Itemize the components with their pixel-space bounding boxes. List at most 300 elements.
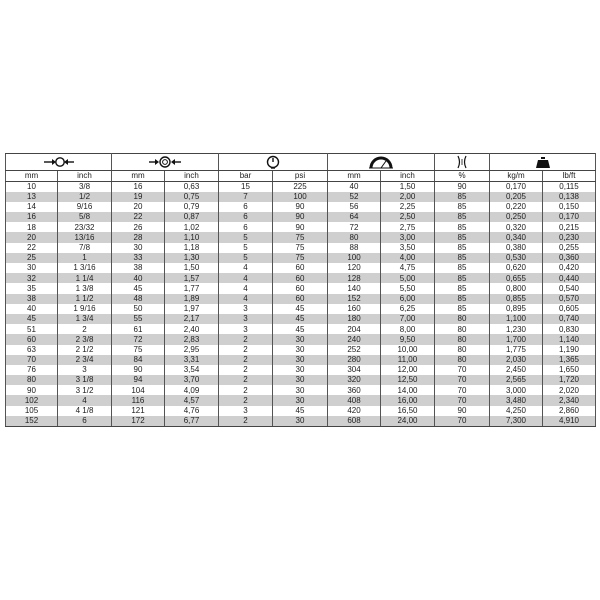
vacuum-icon: [435, 154, 490, 171]
table-cell: 0,830: [543, 324, 596, 334]
table-cell: 11,00: [381, 355, 435, 365]
table-cell: 13/16: [58, 232, 112, 242]
table-cell: 40: [328, 182, 381, 192]
table-cell: 94: [112, 375, 165, 385]
table-cell: 3,480: [490, 395, 543, 405]
table-cell: 116: [112, 395, 165, 405]
table-cell: 8,00: [381, 324, 435, 334]
table-cell: 1 9/16: [58, 304, 112, 314]
table-cell: 70: [435, 365, 490, 375]
table-row: [6, 253, 596, 263]
table-cell: 2 1/2: [58, 345, 112, 355]
table-cell: 0,255: [543, 243, 596, 253]
table-cell: 9,50: [381, 334, 435, 344]
table-row: [6, 385, 596, 395]
table-cell: 30: [273, 416, 328, 426]
table-cell: 2: [219, 375, 273, 385]
table-cell: 85: [435, 304, 490, 314]
table-row: [6, 395, 596, 405]
table-cell: 0,530: [490, 253, 543, 263]
table-cell: 3,000: [490, 385, 543, 395]
column-header: mm: [112, 171, 165, 182]
table-cell: 128: [328, 273, 381, 283]
table-row: [6, 232, 596, 242]
table-cell: 5: [219, 232, 273, 242]
table-cell: 3,31: [165, 355, 219, 365]
bend-radius-icon: [328, 154, 435, 171]
table-cell: 6: [219, 212, 273, 222]
table-cell: 0,605: [543, 304, 596, 314]
column-header: inch: [381, 171, 435, 182]
table-row: [6, 314, 596, 324]
table-cell: 3: [219, 314, 273, 324]
table-cell: 85: [435, 232, 490, 242]
table-row: [6, 202, 596, 212]
table-cell: 1,190: [543, 345, 596, 355]
table-cell: 1,97: [165, 304, 219, 314]
table-cell: 75: [273, 243, 328, 253]
table-cell: 1,30: [165, 253, 219, 263]
table-cell: 48: [112, 294, 165, 304]
table-cell: 3,00: [381, 232, 435, 242]
table-cell: 85: [435, 212, 490, 222]
table-cell: 4,75: [381, 263, 435, 273]
table-cell: 16,50: [381, 406, 435, 416]
table-row: [6, 375, 596, 385]
table-cell: 55: [112, 314, 165, 324]
table-cell: 60: [273, 294, 328, 304]
table-cell: 70: [435, 416, 490, 426]
table-row: [6, 192, 596, 202]
table-cell: 75: [273, 232, 328, 242]
table-cell: 1,50: [165, 263, 219, 273]
table-cell: 2: [219, 395, 273, 405]
table-cell: 2,40: [165, 324, 219, 334]
table-body: [6, 182, 596, 427]
table-cell: 0,800: [490, 283, 543, 293]
table-cell: 70: [435, 375, 490, 385]
table-cell: 2,565: [490, 375, 543, 385]
table-cell: 252: [328, 345, 381, 355]
column-header: mm: [328, 171, 381, 182]
table-cell: 3: [219, 304, 273, 314]
weight-icon: [490, 154, 596, 171]
table-row: [6, 345, 596, 355]
table-cell: 45: [112, 283, 165, 293]
icon-header-row: [6, 154, 596, 171]
hose-spec-table: [5, 153, 596, 427]
table-cell: 61: [112, 324, 165, 334]
table-cell: 5: [219, 243, 273, 253]
table-cell: 0,570: [543, 294, 596, 304]
table-cell: 26: [112, 222, 165, 232]
table-cell: 2,83: [165, 334, 219, 344]
table-row: [6, 243, 596, 253]
column-header: inch: [165, 171, 219, 182]
spec-table-container: [5, 153, 595, 427]
table-cell: 45: [273, 324, 328, 334]
table-cell: 6: [219, 202, 273, 212]
table-cell: 70: [435, 395, 490, 405]
column-header: mm: [6, 171, 58, 182]
table-cell: 408: [328, 395, 381, 405]
table-cell: 2,25: [381, 202, 435, 212]
table-cell: 70: [6, 355, 58, 365]
table-cell: 2,450: [490, 365, 543, 375]
table-cell: 4,57: [165, 395, 219, 405]
table-cell: 60: [6, 334, 58, 344]
table-cell: 80: [328, 232, 381, 242]
table-cell: 10: [6, 182, 58, 192]
table-cell: 3 1/2: [58, 385, 112, 395]
table-cell: 90: [6, 385, 58, 395]
table-cell: 20: [6, 232, 58, 242]
table-cell: 1,230: [490, 324, 543, 334]
table-cell: 102: [6, 395, 58, 405]
table-cell: 85: [435, 222, 490, 232]
table-cell: 70: [435, 385, 490, 395]
table-cell: 120: [328, 263, 381, 273]
table-cell: 0,75: [165, 192, 219, 202]
table-cell: 2,17: [165, 314, 219, 324]
table-cell: 0,340: [490, 232, 543, 242]
table-cell: 16: [112, 182, 165, 192]
table-cell: 0,655: [490, 273, 543, 283]
table-cell: 1 3/16: [58, 263, 112, 273]
table-cell: 4: [219, 273, 273, 283]
table-cell: 3,70: [165, 375, 219, 385]
table-cell: 51: [6, 324, 58, 334]
table-cell: 80: [6, 375, 58, 385]
table-cell: 2: [219, 385, 273, 395]
table-cell: 1,700: [490, 334, 543, 344]
table-cell: 2 3/8: [58, 334, 112, 344]
table-cell: 3,50: [381, 243, 435, 253]
table-cell: 14,00: [381, 385, 435, 395]
table-cell: 2,030: [490, 355, 543, 365]
table-cell: 0,220: [490, 202, 543, 212]
table-cell: 3,54: [165, 365, 219, 375]
column-header: inch: [58, 171, 112, 182]
table-cell: 75: [273, 253, 328, 263]
table-cell: 90: [112, 365, 165, 375]
table-cell: 0,620: [490, 263, 543, 273]
table-cell: 240: [328, 334, 381, 344]
table-cell: 4: [219, 263, 273, 273]
table-cell: 152: [6, 416, 58, 426]
table-cell: 420: [328, 406, 381, 416]
table-cell: 63: [6, 345, 58, 355]
table-cell: 60: [273, 283, 328, 293]
table-cell: 6: [219, 222, 273, 232]
table-cell: 0,250: [490, 212, 543, 222]
table-cell: 56: [328, 202, 381, 212]
table-cell: 52: [328, 192, 381, 202]
column-header: bar: [219, 171, 273, 182]
table-cell: 45: [6, 314, 58, 324]
table-cell: 60: [273, 263, 328, 273]
table-cell: 0,170: [490, 182, 543, 192]
table-cell: 1,720: [543, 375, 596, 385]
table-cell: 84: [112, 355, 165, 365]
table-cell: 7,00: [381, 314, 435, 324]
table-cell: 1,02: [165, 222, 219, 232]
table-cell: 1,140: [543, 334, 596, 344]
table-cell: 30: [273, 395, 328, 405]
table-cell: 90: [273, 222, 328, 232]
table-cell: 2: [219, 334, 273, 344]
table-cell: 85: [435, 294, 490, 304]
inner-diameter-icon: [6, 154, 112, 171]
table-cell: 5/8: [58, 212, 112, 222]
table-cell: 4: [58, 395, 112, 405]
table-cell: 40: [6, 304, 58, 314]
table-row: [6, 222, 596, 232]
table-cell: 2,340: [543, 395, 596, 405]
table-cell: 38: [112, 263, 165, 273]
table-cell: 1,650: [543, 365, 596, 375]
table-cell: 38: [6, 294, 58, 304]
table-cell: 85: [435, 273, 490, 283]
table-cell: 225: [273, 182, 328, 192]
table-cell: 1,775: [490, 345, 543, 355]
table-cell: 204: [328, 324, 381, 334]
table-cell: 4,910: [543, 416, 596, 426]
table-cell: 1 1/4: [58, 273, 112, 283]
table-row: [6, 182, 596, 192]
table-cell: 4 1/8: [58, 406, 112, 416]
table-row: [6, 355, 596, 365]
table-cell: 35: [6, 283, 58, 293]
table-cell: 0,230: [543, 232, 596, 242]
table-cell: 30: [273, 385, 328, 395]
table-cell: 22: [112, 212, 165, 222]
table-cell: 105: [6, 406, 58, 416]
table-cell: 3: [58, 365, 112, 375]
table-cell: 30: [273, 345, 328, 355]
table-cell: 4,76: [165, 406, 219, 416]
table-cell: 280: [328, 355, 381, 365]
table-cell: 10,00: [381, 345, 435, 355]
table-cell: 19: [112, 192, 165, 202]
table-cell: 140: [328, 283, 381, 293]
table-cell: 1 1/2: [58, 294, 112, 304]
table-cell: 9/16: [58, 202, 112, 212]
table-cell: 1,57: [165, 273, 219, 283]
table-cell: 3: [219, 324, 273, 334]
table-cell: 100: [328, 253, 381, 263]
table-cell: 3 1/8: [58, 375, 112, 385]
table-cell: 72: [112, 334, 165, 344]
table-cell: 5,00: [381, 273, 435, 283]
table-cell: 1,100: [490, 314, 543, 324]
table-cell: 0,360: [543, 253, 596, 263]
table-cell: 24,00: [381, 416, 435, 426]
table-row: [6, 212, 596, 222]
table-cell: 85: [435, 283, 490, 293]
table-row: [6, 324, 596, 334]
pressure-gauge-icon: [219, 154, 328, 171]
table-cell: 1 3/4: [58, 314, 112, 324]
table-cell: 608: [328, 416, 381, 426]
column-header: %: [435, 171, 490, 182]
table-cell: 0,440: [543, 273, 596, 283]
table-cell: 100: [273, 192, 328, 202]
table-cell: 1/2: [58, 192, 112, 202]
table-cell: 0,79: [165, 202, 219, 212]
table-row: [6, 406, 596, 416]
table-cell: 12,50: [381, 375, 435, 385]
table-cell: 304: [328, 365, 381, 375]
table-cell: 30: [112, 243, 165, 253]
table-cell: 33: [112, 253, 165, 263]
table-cell: 90: [273, 202, 328, 212]
table-cell: 3: [219, 406, 273, 416]
table-cell: 4,250: [490, 406, 543, 416]
table-cell: 16,00: [381, 395, 435, 405]
table-cell: 25: [6, 253, 58, 263]
table-row: [6, 416, 596, 426]
table-cell: 90: [273, 212, 328, 222]
table-row: [6, 263, 596, 273]
table-cell: 6: [58, 416, 112, 426]
table-cell: 28: [112, 232, 165, 242]
table-cell: 172: [112, 416, 165, 426]
table-cell: 88: [328, 243, 381, 253]
table-cell: 76: [6, 365, 58, 375]
table-cell: 30: [273, 365, 328, 375]
table-cell: 0,320: [490, 222, 543, 232]
table-cell: 80: [435, 314, 490, 324]
table-cell: 1,18: [165, 243, 219, 253]
table-cell: 14: [6, 202, 58, 212]
table-cell: 1,10: [165, 232, 219, 242]
table-cell: 0,895: [490, 304, 543, 314]
table-cell: 6,00: [381, 294, 435, 304]
table-cell: 45: [273, 304, 328, 314]
table-cell: 30: [273, 334, 328, 344]
table-cell: 12,00: [381, 365, 435, 375]
table-cell: 80: [435, 355, 490, 365]
table-cell: 2: [58, 324, 112, 334]
table-cell: 0,87: [165, 212, 219, 222]
table-cell: 7: [219, 192, 273, 202]
table-cell: 85: [435, 202, 490, 212]
outer-diameter-icon: [112, 154, 219, 171]
table-cell: 0,115: [543, 182, 596, 192]
table-cell: 0,855: [490, 294, 543, 304]
table-cell: 1 3/8: [58, 283, 112, 293]
table-row: [6, 304, 596, 314]
table-row: [6, 334, 596, 344]
table-cell: 2,860: [543, 406, 596, 416]
table-cell: 64: [328, 212, 381, 222]
table-cell: 40: [112, 273, 165, 283]
table-cell: 85: [435, 253, 490, 263]
table-cell: 90: [435, 182, 490, 192]
table-cell: 6,77: [165, 416, 219, 426]
table-cell: 45: [273, 314, 328, 324]
table-cell: 2: [219, 355, 273, 365]
table-cell: 4: [219, 283, 273, 293]
table-cell: 2: [219, 365, 273, 375]
table-cell: 3/8: [58, 182, 112, 192]
table-cell: 0,63: [165, 182, 219, 192]
table-cell: 0,138: [543, 192, 596, 202]
table-cell: 30: [273, 375, 328, 385]
table-cell: 22: [6, 243, 58, 253]
table-cell: 32: [6, 273, 58, 283]
table-cell: 152: [328, 294, 381, 304]
table-cell: 85: [435, 192, 490, 202]
table-cell: 0,420: [543, 263, 596, 273]
table-cell: 23/32: [58, 222, 112, 232]
column-header: kg/m: [490, 171, 543, 182]
column-header: lb/ft: [543, 171, 596, 182]
table-cell: 2: [219, 345, 273, 355]
table-cell: 4: [219, 294, 273, 304]
table-cell: 80: [435, 324, 490, 334]
table-row: [6, 283, 596, 293]
table-cell: 16: [6, 212, 58, 222]
table-cell: 1,77: [165, 283, 219, 293]
table-cell: 2,00: [381, 192, 435, 202]
table-cell: 20: [112, 202, 165, 212]
unit-header-row: [6, 171, 596, 182]
table-cell: 7,300: [490, 416, 543, 426]
table-cell: 75: [112, 345, 165, 355]
table-cell: 30: [6, 263, 58, 273]
table-cell: 72: [328, 222, 381, 232]
table-cell: 0,150: [543, 202, 596, 212]
table-cell: 30: [273, 355, 328, 365]
table-cell: 90: [435, 406, 490, 416]
table-cell: 180: [328, 314, 381, 324]
table-cell: 80: [435, 334, 490, 344]
table-cell: 5,50: [381, 283, 435, 293]
table-cell: 160: [328, 304, 381, 314]
table-cell: 0,170: [543, 212, 596, 222]
table-cell: 18: [6, 222, 58, 232]
table-cell: 2 3/4: [58, 355, 112, 365]
table-cell: 7/8: [58, 243, 112, 253]
table-cell: 2,020: [543, 385, 596, 395]
table-cell: 4,09: [165, 385, 219, 395]
table-cell: 2: [219, 416, 273, 426]
table-cell: 50: [112, 304, 165, 314]
table-cell: 1,89: [165, 294, 219, 304]
table-cell: 2,75: [381, 222, 435, 232]
table-row: [6, 273, 596, 283]
table-cell: 6,25: [381, 304, 435, 314]
table-cell: 1: [58, 253, 112, 263]
table-cell: 0,380: [490, 243, 543, 253]
table-cell: 80: [435, 345, 490, 355]
table-row: [6, 365, 596, 375]
table-cell: 4,00: [381, 253, 435, 263]
table-cell: 1,50: [381, 182, 435, 192]
table-cell: 45: [273, 406, 328, 416]
table-cell: 121: [112, 406, 165, 416]
table-cell: 104: [112, 385, 165, 395]
table-cell: 0,205: [490, 192, 543, 202]
table-cell: 85: [435, 243, 490, 253]
table-cell: 13: [6, 192, 58, 202]
table-cell: 0,740: [543, 314, 596, 324]
table-row: [6, 294, 596, 304]
table-cell: 5: [219, 253, 273, 263]
table-cell: 2,50: [381, 212, 435, 222]
